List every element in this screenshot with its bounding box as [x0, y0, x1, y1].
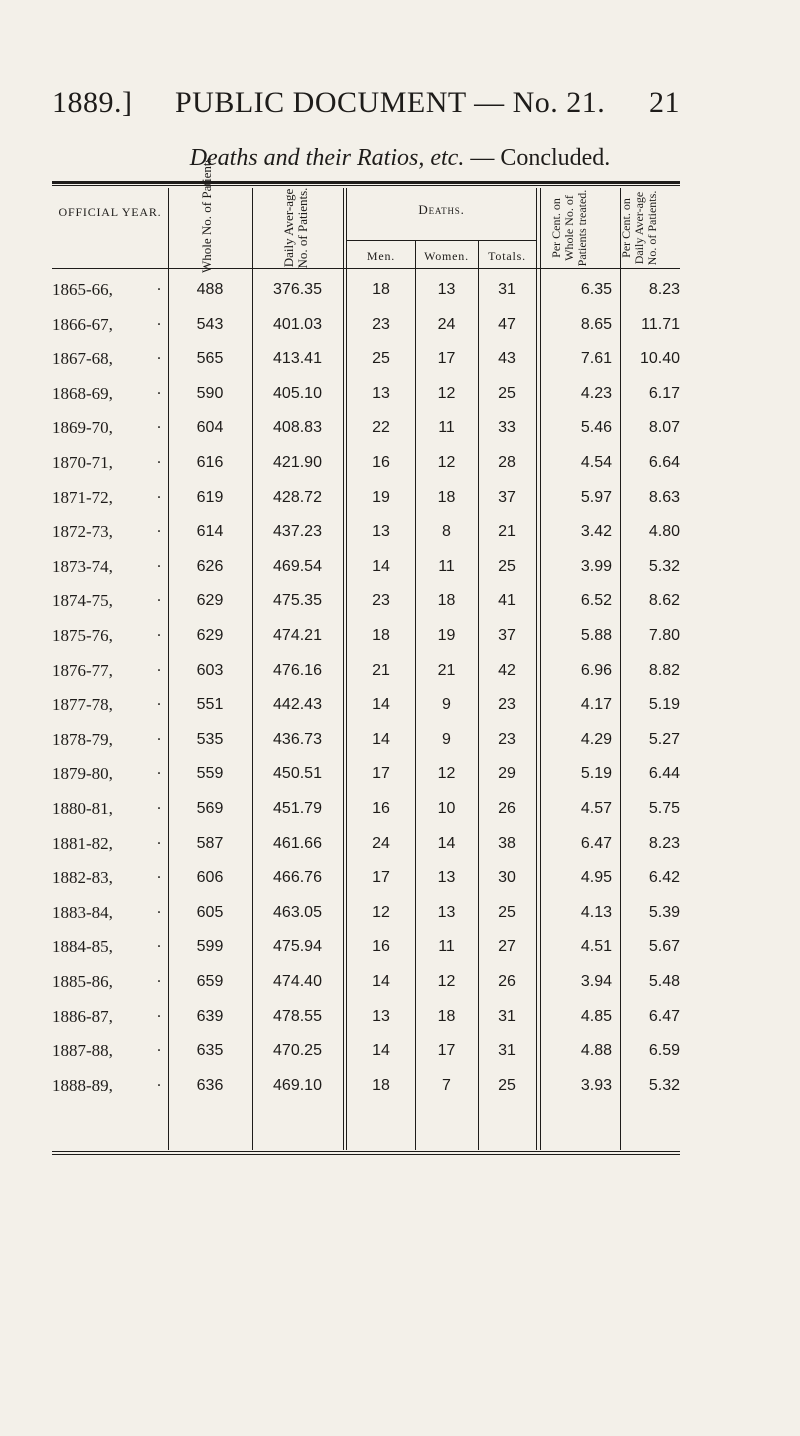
row-whole-no: 569	[196, 800, 224, 817]
row-women: 17	[437, 350, 456, 367]
row-leader-dot: .	[157, 831, 161, 848]
row-year: 1887-88,	[52, 1041, 113, 1060]
row-year: 1877-78,	[52, 695, 113, 714]
row-leader-dot: .	[157, 934, 161, 951]
row-totals: 37	[498, 489, 516, 506]
row-leader-dot: .	[157, 796, 161, 813]
table-title	[0, 145, 800, 172]
row-pct-whole: 3.94	[580, 973, 612, 990]
header-year: 1889.]	[52, 86, 133, 119]
row-pct-daily: 8.82	[648, 662, 680, 679]
row-totals: 43	[498, 350, 516, 367]
row-daily-avg: 476.16	[273, 662, 322, 679]
row-pct-whole: 4.13	[580, 904, 612, 921]
row-men: 14	[372, 731, 390, 748]
row-men: 23	[372, 592, 390, 609]
row-leader-dot: .	[157, 761, 161, 778]
row-pct-whole: 6.47	[580, 835, 612, 852]
row-year: 1888-89,	[52, 1076, 113, 1095]
row-pct-whole: 6.52	[580, 592, 612, 609]
row-pct-whole: 4.29	[580, 731, 612, 748]
row-women: 18	[437, 1008, 456, 1025]
row-men: 18	[372, 1077, 390, 1094]
row-daily-avg: 451.79	[273, 800, 322, 817]
row-women: 13	[437, 904, 456, 921]
row-leader-dot: .	[157, 865, 161, 882]
col-women: Women.	[424, 249, 469, 263]
row-daily-avg: 466.76	[273, 869, 322, 886]
row-whole-no: 659	[196, 973, 224, 990]
row-pct-whole: 4.88	[580, 1042, 612, 1059]
row-daily-avg: 413.41	[273, 350, 322, 367]
row-whole-no: 614	[196, 523, 224, 540]
row-year: 1865-66,	[52, 280, 113, 299]
row-daily-avg: 475.35	[273, 592, 322, 609]
row-pct-whole: 5.46	[580, 419, 612, 436]
row-pct-whole: 3.99	[580, 558, 612, 575]
row-pct-daily: 5.32	[648, 558, 680, 575]
row-year: 1867-68,	[52, 349, 113, 368]
row-pct-whole: 4.85	[580, 1008, 612, 1025]
row-year: 1881-82,	[52, 834, 113, 853]
row-year: 1884-85,	[52, 937, 113, 956]
row-pct-whole: 5.88	[580, 627, 612, 644]
row-pct-daily: 5.19	[648, 696, 680, 713]
row-men: 18	[372, 281, 390, 298]
row-men: 16	[372, 938, 390, 955]
header-title: PUBLIC DOCUMENT — No. 21.	[175, 86, 606, 119]
row-pct-whole: 4.23	[580, 385, 612, 402]
row-year: 1872-73,	[52, 522, 113, 541]
row-whole-no: 603	[196, 662, 224, 679]
row-pct-daily: 5.32	[648, 1077, 680, 1094]
row-year: 1878-79,	[52, 730, 113, 749]
row-pct-daily: 8.62	[648, 592, 680, 609]
row-leader-dot: .	[157, 554, 161, 571]
row-whole-no: 535	[196, 731, 224, 748]
row-women: 12	[437, 765, 456, 782]
row-men: 14	[372, 973, 390, 990]
col-deaths: Deaths.	[418, 202, 465, 217]
row-pct-whole: 4.95	[580, 869, 612, 886]
row-whole-no: 639	[196, 1008, 224, 1025]
row-year: 1879-80,	[52, 764, 113, 783]
row-men: 21	[372, 662, 390, 679]
row-pct-whole: 5.97	[580, 489, 612, 506]
row-totals: 25	[498, 1077, 516, 1094]
row-men: 22	[372, 419, 390, 436]
row-totals: 23	[498, 696, 516, 713]
row-whole-no: 604	[196, 419, 224, 436]
row-daily-avg: 405.10	[273, 385, 322, 402]
row-whole-no: 629	[196, 592, 224, 609]
row-daily-avg: 428.72	[273, 489, 322, 506]
row-pct-daily: 6.44	[648, 765, 680, 782]
row-whole-no: 599	[196, 938, 224, 955]
row-leader-dot: .	[157, 1073, 161, 1090]
col-pct-daily: Per Cent. on Daily Aver-age No. of Patients.	[619, 190, 659, 266]
row-pct-daily: 5.75	[648, 800, 680, 817]
row-year: 1874-75,	[52, 591, 113, 610]
row-pct-daily: 4.80	[648, 523, 680, 540]
row-pct-daily: 8.23	[648, 281, 680, 298]
row-daily-avg: 470.25	[273, 1042, 322, 1059]
row-men: 18	[372, 627, 390, 644]
row-whole-no: 559	[196, 765, 224, 782]
row-leader-dot: .	[157, 312, 161, 329]
row-pct-daily: 6.47	[648, 1008, 680, 1025]
row-leader-dot: .	[157, 900, 161, 917]
row-daily-avg: 442.43	[273, 696, 322, 713]
row-totals: 30	[498, 869, 516, 886]
row-women: 12	[437, 454, 456, 471]
row-leader-dot: .	[157, 969, 161, 986]
row-daily-avg: 436.73	[273, 731, 322, 748]
row-daily-avg: 478.55	[273, 1008, 322, 1025]
row-leader-dot: .	[157, 346, 161, 363]
row-daily-avg: 475.94	[273, 938, 322, 955]
row-pct-whole: 3.93	[580, 1077, 612, 1094]
row-pct-whole: 4.54	[580, 454, 612, 471]
table-title-italic: Deaths and their Ratios, etc.	[189, 145, 465, 171]
row-men: 16	[372, 800, 390, 817]
row-whole-no: 619	[196, 489, 224, 506]
row-whole-no: 565	[196, 350, 224, 367]
row-daily-avg: 450.51	[273, 765, 322, 782]
row-totals: 37	[498, 627, 516, 644]
row-whole-no: 606	[196, 869, 224, 886]
row-totals: 25	[498, 558, 516, 575]
row-year: 1886-87,	[52, 1007, 113, 1026]
row-whole-no: 488	[196, 281, 224, 298]
row-leader-dot: .	[157, 658, 161, 675]
row-pct-whole: 4.57	[580, 800, 612, 817]
table-title-rest: — Concluded.	[464, 145, 611, 171]
column-rule	[343, 188, 344, 1150]
row-women: 19	[437, 627, 456, 644]
row-men: 17	[372, 869, 390, 886]
row-women: 9	[442, 696, 451, 713]
row-pct-whole: 5.19	[580, 765, 612, 782]
row-pct-daily: 5.48	[648, 973, 680, 990]
row-women: 12	[437, 973, 456, 990]
row-men: 14	[372, 1042, 390, 1059]
row-daily-avg: 463.05	[273, 904, 322, 921]
row-women: 17	[437, 1042, 456, 1059]
row-pct-daily: 8.07	[648, 419, 680, 436]
row-pct-daily: 8.23	[648, 835, 680, 852]
row-men: 19	[372, 489, 390, 506]
row-year: 1875-76,	[52, 626, 113, 645]
col-pct-whole: Per Cent. on Whole No. of Patients treated.	[549, 189, 589, 267]
row-totals: 31	[498, 281, 516, 298]
row-daily-avg: 401.03	[273, 316, 322, 333]
row-pct-daily: 5.27	[648, 731, 680, 748]
row-leader-dot: .	[157, 1004, 161, 1021]
row-women: 21	[437, 662, 456, 679]
row-year: 1866-67,	[52, 315, 113, 334]
row-whole-no: 587	[196, 835, 224, 852]
col-official-year: OFFICIAL YEAR.	[58, 205, 162, 219]
row-whole-no: 616	[196, 454, 224, 471]
row-totals: 26	[498, 973, 516, 990]
row-pct-whole: 3.42	[580, 523, 612, 540]
row-men: 12	[372, 904, 390, 921]
row-pct-whole: 6.96	[580, 662, 612, 679]
row-leader-dot: .	[157, 623, 161, 640]
page-number: 21	[649, 86, 680, 119]
row-men: 13	[372, 1008, 390, 1025]
row-leader-dot: .	[157, 450, 161, 467]
row-men: 16	[372, 454, 390, 471]
row-daily-avg: 437.23	[273, 523, 322, 540]
row-whole-no: 635	[196, 1042, 224, 1059]
row-leader-dot: .	[157, 381, 161, 398]
bottom-rule-thin	[52, 1154, 680, 1155]
row-daily-avg: 469.10	[273, 1077, 322, 1094]
row-leader-dot: .	[157, 1038, 161, 1055]
col-totals: Totals.	[488, 249, 526, 263]
row-totals: 42	[498, 662, 516, 679]
row-leader-dot: .	[157, 692, 161, 709]
row-whole-no: 626	[196, 558, 224, 575]
row-pct-whole: 8.65	[580, 316, 612, 333]
row-daily-avg: 469.54	[273, 558, 322, 575]
row-totals: 28	[498, 454, 516, 471]
row-women: 11	[438, 419, 455, 436]
row-daily-avg: 408.83	[273, 419, 322, 436]
row-men: 23	[372, 316, 390, 333]
row-leader-dot: .	[157, 485, 161, 502]
row-year: 1870-71,	[52, 453, 113, 472]
row-totals: 33	[498, 419, 516, 436]
row-pct-whole: 6.35	[580, 281, 612, 298]
row-men: 14	[372, 558, 390, 575]
row-totals: 47	[498, 316, 516, 333]
row-daily-avg: 474.40	[273, 973, 322, 990]
row-totals: 41	[498, 592, 516, 609]
row-women: 13	[437, 281, 456, 298]
row-daily-avg: 376.35	[273, 281, 322, 298]
row-pct-daily: 5.67	[648, 938, 680, 955]
row-men: 25	[372, 350, 390, 367]
row-men: 17	[372, 765, 390, 782]
row-totals: 25	[498, 385, 516, 402]
row-totals: 31	[498, 1042, 516, 1059]
row-whole-no: 551	[196, 696, 224, 713]
row-pct-whole: 4.17	[580, 696, 612, 713]
deaths-rule	[347, 240, 536, 241]
top-rule	[52, 181, 680, 184]
row-totals: 27	[498, 938, 516, 955]
row-daily-avg: 421.90	[273, 454, 322, 471]
row-year: 1871-72,	[52, 488, 113, 507]
row-women: 18	[437, 489, 456, 506]
row-pct-daily: 6.42	[648, 869, 680, 886]
row-leader-dot: .	[157, 277, 161, 294]
row-whole-no: 590	[196, 385, 224, 402]
row-pct-daily: 8.63	[648, 489, 680, 506]
row-pct-daily: 7.80	[648, 627, 680, 644]
row-women: 12	[437, 385, 456, 402]
row-pct-daily: 6.17	[648, 385, 680, 402]
row-leader-dot: .	[157, 727, 161, 744]
row-year: 1883-84,	[52, 903, 113, 922]
row-women: 18	[437, 592, 456, 609]
row-totals: 23	[498, 731, 516, 748]
col-men: Men.	[366, 249, 396, 263]
col-daily-avg: Daily Aver-age No. of Patients.	[281, 187, 310, 269]
row-women: 7	[442, 1077, 451, 1094]
row-totals: 29	[498, 765, 516, 782]
row-whole-no: 629	[196, 627, 224, 644]
row-pct-daily: 11.71	[641, 316, 680, 333]
row-totals: 25	[498, 904, 516, 921]
row-year: 1873-74,	[52, 557, 113, 576]
row-women: 11	[438, 938, 455, 955]
row-whole-no: 543	[196, 316, 224, 333]
row-women: 11	[438, 558, 455, 575]
row-pct-daily: 6.59	[648, 1042, 680, 1059]
col-whole-no: Whole No. of Patients.	[199, 154, 214, 273]
row-totals: 38	[498, 835, 516, 852]
row-pct-daily: 6.64	[648, 454, 680, 471]
row-pct-whole: 7.61	[580, 350, 612, 367]
row-year: 1882-83,	[52, 868, 113, 887]
row-year: 1885-86,	[52, 972, 113, 991]
row-totals: 26	[498, 800, 516, 817]
column-rule	[536, 188, 537, 1150]
row-pct-whole: 4.51	[580, 938, 612, 955]
row-year: 1868-69,	[52, 384, 113, 403]
row-totals: 21	[498, 523, 516, 540]
row-men: 14	[372, 696, 390, 713]
row-daily-avg: 461.66	[273, 835, 322, 852]
row-pct-daily: 5.39	[648, 904, 680, 921]
row-men: 13	[372, 523, 390, 540]
row-women: 9	[442, 731, 451, 748]
row-year: 1880-81,	[52, 799, 113, 818]
row-women: 24	[437, 316, 456, 333]
bottom-rule	[52, 1151, 680, 1152]
row-women: 10	[437, 800, 456, 817]
row-women: 14	[437, 835, 456, 852]
row-year: 1869-70,	[52, 418, 113, 437]
row-women: 8	[442, 523, 451, 540]
page-header	[0, 86, 800, 126]
row-men: 24	[372, 835, 390, 852]
row-daily-avg: 474.21	[273, 627, 322, 644]
row-whole-no: 605	[196, 904, 224, 921]
row-leader-dot: .	[157, 588, 161, 605]
row-leader-dot: .	[157, 415, 161, 432]
row-whole-no: 636	[196, 1077, 224, 1094]
row-year: 1876-77,	[52, 661, 113, 680]
row-women: 13	[437, 869, 456, 886]
row-men: 13	[372, 385, 390, 402]
row-leader-dot: .	[157, 519, 161, 536]
row-pct-daily: 10.40	[639, 350, 680, 367]
row-totals: 31	[498, 1008, 516, 1025]
